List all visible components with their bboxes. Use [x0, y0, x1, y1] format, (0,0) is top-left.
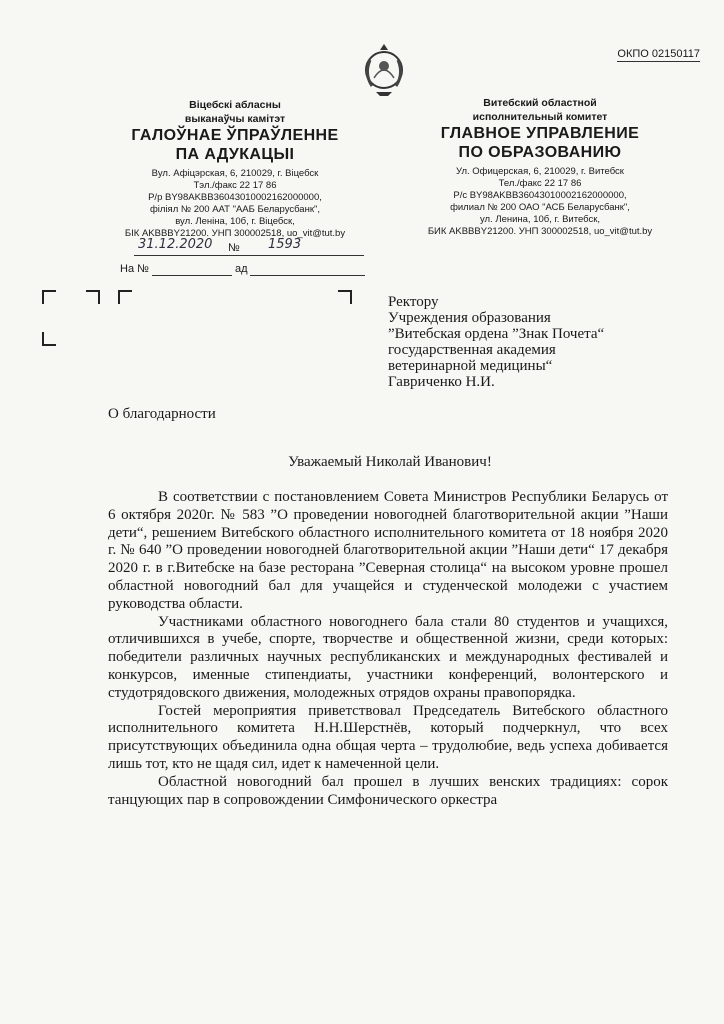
addressee-block [388, 294, 708, 390]
org-name: Витебский областной [483, 97, 597, 109]
body-paragraph: В соответствии с постановлением Совета Министров Республики Беларусь от 6 октября 2020г. № 583 ”О проведении новогодней благотворительной акции ”Наши дети“, решением Витебского областного исполнительного комитета от 18 ноября 2020 г. № 640 ”О проведении новогодней благотворительной акции ”Наши дети“ 17 декабря 2020 г. в г.Витебске на базе ресторана ”Северная столица“ на высоком уровне прошел областной новогодний бал для учащейся и студенческой молодежи с участием руководства области. [108, 489, 668, 612]
corner-mark [86, 290, 100, 304]
divider [134, 255, 364, 256]
divider [152, 275, 232, 276]
body-paragraph: Областной новогодний бал прошел в лучших венских традициях: сорок танцующих пар в сопровождении Симфонического оркестра [108, 773, 668, 808]
addressee-line: Гавриченко Н.И. [388, 374, 495, 390]
state-emblem-icon [358, 40, 410, 100]
handwritten-date: 31.12.2020 [138, 237, 213, 252]
address-line: Р/р BY98AKBB36043010002162000000, [148, 192, 322, 203]
handwritten-number: 1593 [268, 237, 302, 252]
dept-title: ГАЛОЎНАЕ ЎПРАЎЛЕННЕ [131, 127, 339, 144]
corner-mark [338, 290, 352, 304]
corner-mark [118, 290, 132, 304]
address-line: БІК AKBBBY21200. УНП 300002518, uo_vit@tut.by [124, 228, 346, 239]
dept-title: ГЛАВНОЕ УПРАВЛЕНИЕ [440, 125, 640, 142]
dept-title: ПО ОБРАЗОВАНИЮ [458, 144, 622, 161]
address-line: Р/с BY98AKBB36043010002162000000, [453, 190, 627, 201]
reply-number-label: На № [120, 263, 149, 275]
header-russian [410, 96, 670, 238]
registration-line [120, 237, 360, 259]
corner-mark [42, 332, 56, 346]
divider [250, 275, 365, 276]
letter-subject: О благодарности [108, 406, 216, 422]
reply-reference-line [120, 263, 360, 279]
address-line: ул. Ленина, 10б, г. Витебск, [479, 214, 601, 225]
reply-date-label: ад [235, 263, 248, 275]
address-line: філіял № 200 ААТ "ААБ Беларусбанк", [149, 204, 321, 215]
addressee-line: Учреждения образования [388, 310, 551, 326]
body-paragraph: Участниками областного новогоднего бала стали 80 студентов и учащихся, отличившихся в учебе, спорте, творчестве и общественной жизни, среди которых: победители различных научных республиканских и международных фестивалей и конкурсов, именные стипендиаты, участники конференций, волонтерского и студотрядовского движения, молодежных отрядов охраны правопорядка. [108, 613, 668, 701]
org-name: выканаўчы камітэт [184, 113, 286, 125]
address-line: Тэл./факс 22 17 86 [193, 180, 277, 191]
letter-body [108, 489, 668, 809]
addressee-line: ветеринарной медицины“ [388, 358, 553, 374]
header-belarusian [110, 98, 360, 240]
salutation: Уважаемый Николай Иванович! [288, 454, 492, 470]
addressee-line: ”Витебская ордена ”Знак Почета“ [388, 326, 605, 342]
address-line: вул. Леніна, 10б, г. Віцебск, [175, 216, 295, 227]
dept-title: ПА АДУКАЦЫІ [175, 146, 295, 163]
corner-mark [42, 290, 56, 304]
address-line: БИК AKBBBY21200. УНП 300002518, uo_vit@tut.by [427, 226, 653, 237]
okpo-code: ОКПО 02150117 [617, 48, 700, 60]
addressee-line: Ректору [388, 294, 439, 310]
address-line: Тел./факс 22 17 86 [498, 178, 582, 189]
address-line: Ул. Офицерская, 6, 210029, г. Витебск [456, 166, 624, 177]
address-line: филиал № 200 ОАО "АСБ Беларусбанк", [450, 202, 630, 213]
org-name: Віцебскі абласны [189, 99, 281, 111]
addressee-line: государственная академия [388, 342, 556, 358]
org-name: исполнительный комитет [472, 111, 608, 123]
address-line: Вул. Афіцэрская, 6, 210029, г. Віцебск [151, 168, 319, 179]
body-paragraph: Гостей мероприятия приветствовал Председатель Витебского областного исполнительного комитета Н.Н.Шерстнёв, который подчеркнул, что всех присутствующих объединила одна общая черта – трудолюбие, ведь успеха добивается лишь тот, кто не щадя сил, идет к намеченной цели. [108, 702, 668, 772]
number-label: № [228, 242, 240, 254]
